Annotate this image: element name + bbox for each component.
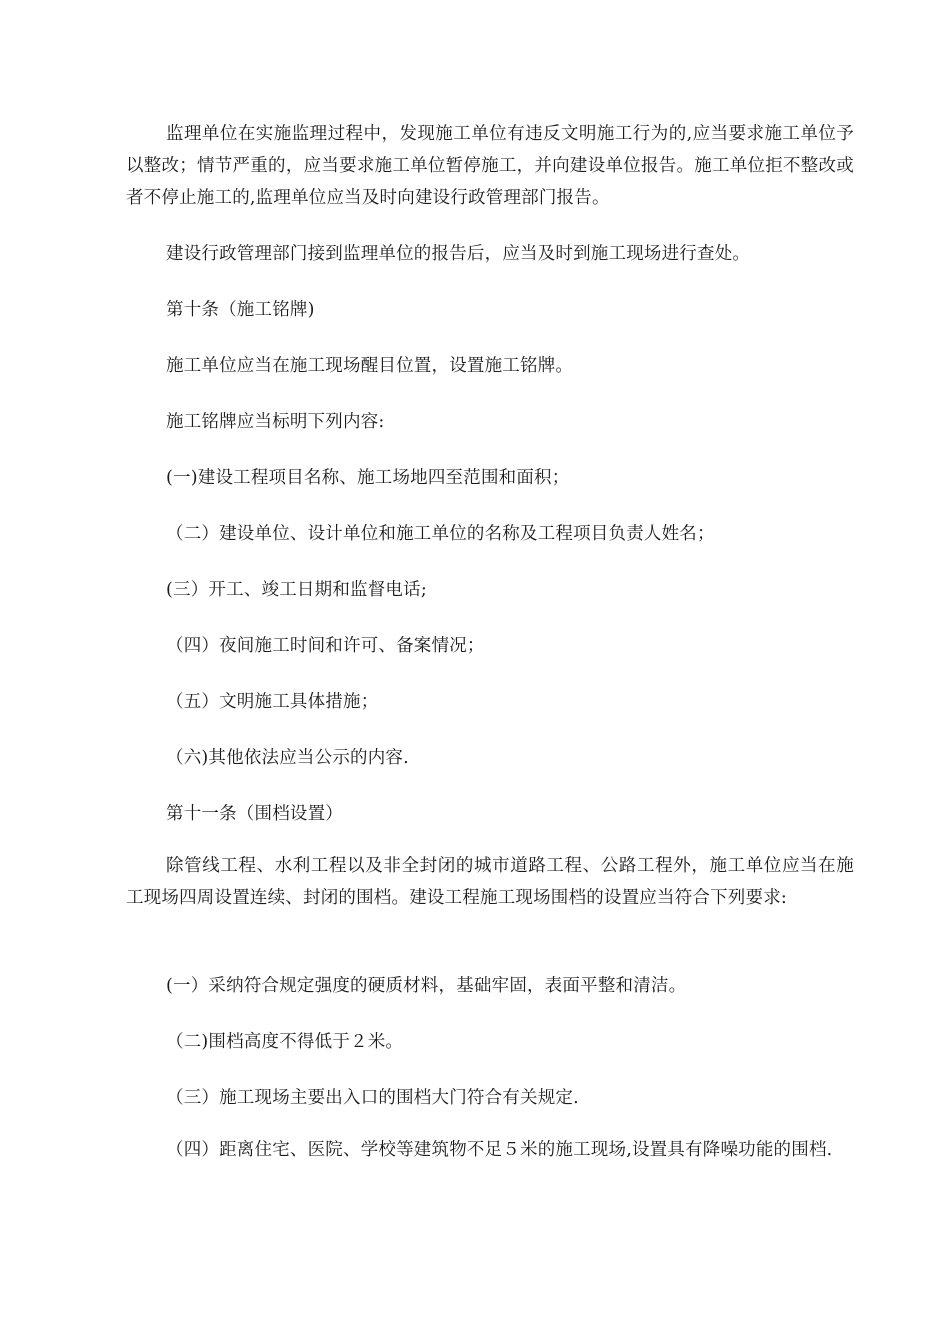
article-10-heading: 第十条（施工铭牌) bbox=[166, 300, 315, 320]
list-item-night-work: （四）夜间施工时间和许可、备案情况； bbox=[166, 636, 485, 656]
article-11-heading: 第十一条（围档设置） bbox=[166, 804, 343, 824]
list-item-enclosure-height: （二)围档高度不得低于２米。 bbox=[166, 1032, 404, 1052]
paragraph-admin-investigation: 建设行政管理部门接到监理单位的报告后，应当及时到施工现场进行查处。 bbox=[166, 244, 751, 264]
paragraph-enclosure-requirements: 除管线工程、水利工程以及非全封闭的城市道路工程、公路工程外，施工单位应当在施工现场四周设置连续、封闭的围档。建设工程施工现场围档的设置应当符合下列要求: bbox=[126, 856, 854, 908]
list-item-civilized-measures: （五）文明施工具体措施； bbox=[166, 692, 379, 712]
list-item-main-gate: （三）施工现场主要出入口的围档大门符合有关规定. bbox=[166, 1088, 579, 1108]
list-item-dates-phone: (三）开工、竣工日期和监督电话; bbox=[166, 580, 427, 600]
paragraph-nameplate-contents: 施工铭牌应当标明下列内容: bbox=[166, 412, 385, 432]
list-item-project-name: (一)建设工程项目名称、施工场地四至范围和面积； bbox=[166, 468, 570, 488]
list-item-other-disclosures: （六)其他依法应当公示的内容. bbox=[166, 748, 409, 768]
list-item-noise-reduction: （四）距离住宅、医院、学校等建筑物不足５米的施工现场,设置具有降噪功能的围档. bbox=[166, 1140, 833, 1160]
list-item-hard-materials: (一）采纳符合规定强度的硬质材料，基础牢固，表面平整和清洁。 bbox=[166, 976, 687, 996]
paragraph-supervision-report: 监理单位在实施监理过程中，发现施工单位有违反文明施工行为的,应当要求施工单位予以整改；情节严重的，应当要求施工单位暂停施工，并向建设单位报告。施工单位拒不整改或者不停止施工的,监理单位应当及时向建设行政管理部门报告。 bbox=[126, 124, 854, 208]
paragraph-nameplate-setup: 施工单位应当在施工现场醒目位置，设置施工铭牌。 bbox=[166, 356, 574, 376]
list-item-units-names: （二）建设单位、设计单位和施工单位的名称及工程项目负责人姓名； bbox=[166, 524, 715, 544]
